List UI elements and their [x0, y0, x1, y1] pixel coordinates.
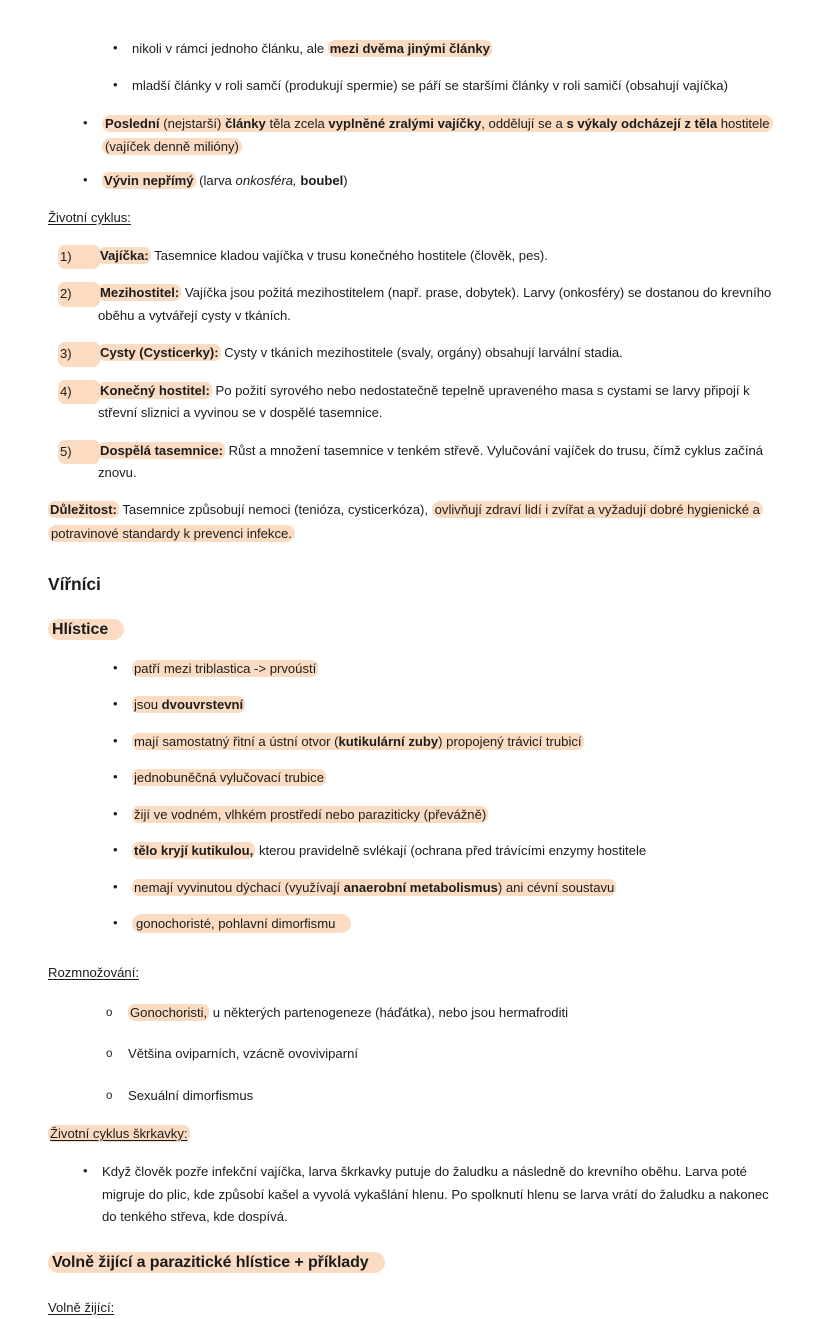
heading-hlistice	[48, 618, 776, 642]
step-text-2: Vajíčka jsou požitá mezihostitelem (např. prase, dobytek). Larvy (onkosféry) se dostanou do krevního oběhu a vytvářejí cysty v tkáních.	[98, 285, 772, 323]
gonochoriste-text: gonochoristé, pohlavní dimorfismu	[132, 914, 351, 933]
list-item-oviparnich	[98, 1043, 776, 1066]
rozmnozovani-list	[98, 1002, 776, 1108]
vyvin-label: Vývin nepřímý	[104, 173, 194, 188]
dychaci-p2: ) ani cévní soustavu	[497, 879, 615, 895]
list-item	[106, 38, 776, 61]
list-item-kutikula	[106, 840, 776, 863]
main-bullet-group	[76, 113, 776, 193]
list-item	[106, 75, 776, 98]
dulezitost-label: Důležitost:	[50, 501, 117, 517]
step-label-1: Vajíčka:	[100, 247, 149, 263]
skrkavka-bullet-list	[76, 1161, 776, 1229]
heading-virnici-text: Vířníci	[48, 573, 101, 594]
prostredi-text: žijí ve vodném, vlhkém prostředí nebo paraziticky (převážně)	[134, 806, 487, 822]
ritni-ustni-p2: ) propojený trávicí trubicí	[438, 733, 582, 749]
step-text-4: Po požití syrového nebo nedostatečně tepelně upraveného masa s cystami se larvy připojí k střevní sliznici a vyvinou se v dospělé tasemnice.	[98, 382, 750, 420]
top-bullet-group	[106, 38, 776, 97]
posledni-t3: , oddělují se a	[481, 116, 567, 131]
step-number-3: 3)	[58, 342, 100, 367]
list-item-step-2	[58, 282, 776, 327]
dvouvrstevni-bold: dvouvrstevní	[161, 697, 244, 712]
step-label-3: Cysty (Cysticerky):	[100, 345, 219, 360]
dychaci-run	[132, 879, 616, 896]
heading-virnici	[48, 572, 776, 596]
dvouvrstevni-plain: jsou	[134, 697, 162, 712]
step-number-1: 1)	[58, 245, 100, 270]
top-bullet-list	[106, 38, 776, 97]
dychaci-bold: anaerobní metabolismus	[343, 879, 498, 895]
step-text-3: Cysty v tkáních mezihostitele (svaly, orgány) obsahují larvální stadia.	[220, 345, 623, 360]
numbered-list	[58, 245, 776, 485]
vylucovaci-text: jednobuněčná vylučovací trubice	[134, 770, 324, 785]
skrkavka-bullet-group	[76, 1161, 776, 1229]
bullet-text: mladší články v roli samčí (produkují spermie) se páří se staršími články v roli samičí (obsahují vajíčka)	[132, 77, 728, 93]
bullet-text-highlight: mezi dvěma jinými články	[329, 41, 490, 56]
posledni-t2: těla zcela	[265, 116, 329, 131]
list-item-ritni-ustni	[106, 731, 776, 754]
step-number-5: 5)	[58, 440, 100, 465]
list-item-step-5	[58, 440, 776, 485]
posledni-b1: Poslední	[105, 116, 160, 131]
zivotni-cyklus-steps	[58, 245, 776, 485]
vyvin-b2: boubel	[300, 173, 344, 188]
posledni-t1: (nejstarší)	[159, 116, 226, 131]
bullet-text-plain: nikoli v rámci jednoho článku, ale	[132, 41, 328, 56]
dulezitost-paragraph	[48, 498, 776, 546]
ritni-ustni-p1: mají samostatný řitní a ústní otvor (	[134, 733, 339, 749]
vyvin-italic: onkosféra,	[235, 173, 297, 188]
posledni-b3: vyplněné zralými vajíčky	[328, 116, 482, 131]
step-number-4: 4)	[58, 380, 100, 405]
dvouvrstevni-run	[132, 696, 245, 713]
posledni-highlight-run	[102, 115, 773, 155]
list-item-skrkavka	[76, 1161, 776, 1229]
step-number-2: 2)	[58, 282, 100, 307]
heading-hlistice-text: Hlístice	[48, 619, 124, 640]
zivotni-cyklus-heading-wrap	[48, 207, 776, 229]
list-item-step-1	[58, 245, 776, 268]
list-item-dvouvrstevni	[106, 694, 776, 717]
ritni-ustni-run	[132, 733, 584, 750]
zivotni-cyklus-heading: Životní cyklus:	[48, 209, 131, 225]
dulezitost-highlight: ovlivňují zdraví lidí i zvířat a vyžadují dobré hygienické a potravinové standardy k prevenci infekce.	[48, 501, 763, 542]
oviparnich-text: Většina oviparních, vzácně ovoviviparní	[128, 1046, 358, 1061]
hlistice-bullet-group	[106, 658, 776, 936]
step-text-1: Tasemnice kladou vajíčka v trusu konečného hostitele (člověk, pes).	[150, 247, 548, 263]
step-label-5: Dospělá tasemnice:	[100, 442, 223, 458]
list-item-triblastica	[106, 658, 776, 681]
step-text-5: Růst a množení tasemnice v tenkém střevě. Vylučování vajíček do trusu, čímž cyklus začíná znovu.	[98, 442, 764, 480]
kutikula-bold: tělo kryjí kutikulou,	[134, 843, 254, 858]
list-item-dychaci	[106, 877, 776, 900]
list-item-vyvin	[76, 170, 776, 193]
volne-zijici-heading-wrap	[48, 1297, 776, 1319]
list-item-posledni	[76, 113, 776, 158]
dulezitost-plain: Tasemnice způsobují nemoci (tenióza, cysticerkóza),	[118, 501, 432, 517]
dimorfismus-text: Sexuální dimorfismus	[128, 1087, 254, 1103]
kutikula-plain: kterou pravidelně svlékají (ochrana před trávícími enzymy hostitele	[255, 843, 647, 858]
rozmnozovani-heading-wrap	[48, 962, 776, 984]
ritni-ustni-bold: kutikulární zuby	[338, 733, 439, 749]
skrkavka-heading: Životní cyklus škrkavky:	[50, 1126, 188, 1141]
rozmnozovani-heading: Rozmnožování:	[48, 964, 139, 980]
main-bullet-list	[76, 113, 776, 193]
vyvin-t3: )	[343, 173, 348, 188]
skrkavka-heading-wrap	[48, 1123, 776, 1145]
volne-zijici-heading: Volně žijící:	[48, 1299, 115, 1315]
step-label-2: Mezihostitel:	[100, 285, 180, 300]
heading-volne-zijici-parazit	[48, 1251, 776, 1275]
posledni-t4: hostitele (vajíček denně milióny)	[105, 116, 770, 154]
list-item-vylucovaci	[106, 767, 776, 790]
posledni-b2: články	[225, 116, 266, 131]
list-item-step-4	[58, 380, 776, 425]
dychaci-p1: nemají vyvinutou dýchací (využívají	[134, 879, 344, 895]
list-item-gonochoriste	[106, 913, 776, 936]
rozmnozovani-group	[98, 1002, 776, 1108]
gonochoristi-rest: u některých partenogeneze (háďátka), nebo jsou hermafroditi	[209, 1004, 569, 1020]
heading-volne-zijici-parazit-text: Volně žijící a parazitické hlístice + příklady	[48, 1252, 385, 1273]
list-item-step-3	[58, 342, 776, 365]
vyvin-t1: (larva	[195, 173, 236, 188]
list-item-gonochoristi	[98, 1002, 776, 1025]
triblastica-text: patří mezi triblastica -> prvoústí	[134, 660, 317, 676]
gonochoristi-highlight: Gonochoristi,	[130, 1004, 208, 1020]
list-item-prostredi	[106, 804, 776, 827]
posledni-b4: s výkaly odcházejí z těla	[566, 116, 718, 131]
skrkavka-text: Když člověk pozře infekční vajíčka, larva škrkavky putuje do žaludku a následně do krevního oběhu. Larva poté migruje do plic, kde způsobí kašel a vyvolá vykašlání hlenu. Po spolknutí hlenu se larva vrátí do žaludku a nakonec do tenkého střeva, kde dospívá.	[102, 1164, 769, 1224]
list-item-dimorfismus	[98, 1085, 776, 1108]
step-label-4: Konečný hostitel:	[100, 382, 210, 398]
hlistice-bullet-list	[106, 658, 776, 936]
